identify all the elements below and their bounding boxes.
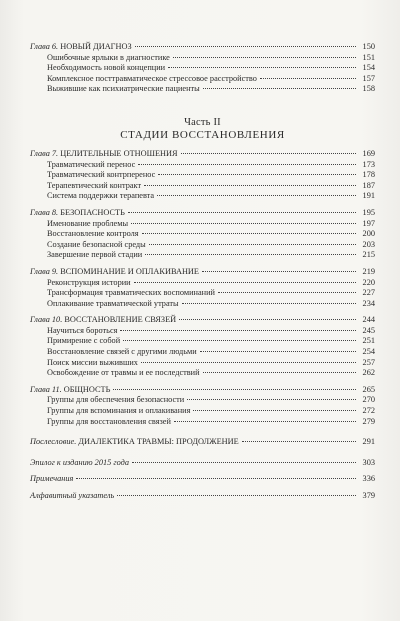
part-number: Часть II — [184, 116, 221, 128]
leader-dots — [135, 46, 356, 47]
leader-dots — [218, 292, 356, 293]
toc-epilogue — [30, 458, 375, 469]
page-number: 279 — [362, 416, 375, 426]
page-number: 254 — [362, 347, 375, 357]
leader-dots — [203, 372, 356, 373]
toc-entry — [30, 84, 375, 95]
toc-entry — [30, 417, 375, 428]
leader-dots — [144, 185, 356, 186]
page-number: 158 — [362, 84, 375, 94]
toc-entry — [30, 299, 375, 310]
page-number: 219 — [362, 266, 375, 276]
entry-title: Необходимость новой концепции — [47, 63, 166, 73]
page-number: 244 — [362, 315, 375, 325]
chapter-label: Глава 8. — [30, 207, 59, 217]
chapter-title: БЕЗОПАСНОСТЬ — [60, 207, 125, 217]
entry-title: Именование проблемы — [47, 218, 129, 228]
toc-entry — [30, 395, 375, 406]
page-number: 178 — [362, 170, 375, 180]
toc-chapter-7 — [30, 149, 375, 160]
page-number: 157 — [362, 73, 375, 83]
page-number: 187 — [362, 180, 375, 190]
toc-entry — [30, 358, 375, 369]
page-number: 220 — [362, 277, 375, 287]
toc-entry — [30, 406, 375, 417]
page-number: 272 — [362, 406, 375, 416]
toc-entry — [30, 240, 375, 251]
entry-title: Завершение первой стадии — [47, 250, 143, 260]
page-number: 251 — [362, 336, 375, 346]
page-number: 154 — [362, 63, 375, 73]
toc-entry — [30, 53, 375, 64]
leader-dots — [157, 195, 356, 196]
toc-entry — [30, 347, 375, 358]
page-number: 234 — [362, 298, 375, 308]
leader-dots — [128, 212, 356, 213]
toc-entry — [30, 63, 375, 74]
toc-entry — [30, 219, 375, 230]
page-number: 151 — [362, 52, 375, 62]
entry-title: Поиск миссии выживших — [47, 357, 138, 367]
leader-dots — [117, 495, 356, 496]
leader-dots — [193, 410, 356, 411]
leader-dots — [149, 244, 356, 245]
part-title: СТАДИИ ВОССТАНОВЛЕНИЯ — [120, 128, 285, 141]
page-number: 245 — [362, 325, 375, 335]
entry-title: Группы для восстановления связей — [47, 416, 171, 426]
page-number: 215 — [362, 250, 375, 260]
chapter-label: Глава 6. — [30, 42, 59, 51]
toc-entry — [30, 74, 375, 85]
chapter-label: Глава 9. — [30, 266, 59, 276]
toc-entry — [30, 368, 375, 379]
leader-dots — [200, 351, 356, 352]
leader-dots — [123, 340, 356, 341]
chapter-title: ЦЕЛИТЕЛЬНЫЕ ОТНОШЕНИЯ — [60, 148, 178, 158]
toc-afterword — [30, 437, 375, 448]
page-number: 227 — [362, 288, 375, 298]
entry-title: Научиться бороться — [47, 325, 118, 335]
entry-title: Примирение с собой — [47, 336, 121, 346]
chapter-title: ВСПОМИНАНИЕ И ОПЛАКИВАНИЕ — [60, 266, 199, 276]
toc-entry — [30, 170, 375, 181]
toc-entry — [30, 160, 375, 171]
toc-chapter-6 — [30, 42, 375, 53]
leader-dots — [141, 362, 356, 363]
leader-dots — [181, 153, 356, 154]
index-label: Алфавитный указатель — [30, 491, 115, 500]
entry-title: Ошибочные ярлыки в диагностике — [47, 52, 170, 62]
page-number: 265 — [362, 384, 375, 394]
leader-dots — [131, 223, 356, 224]
leader-dots — [242, 441, 356, 442]
entry-title: Группы для вспоминания и оплакивания — [47, 406, 191, 416]
toc-index — [30, 491, 375, 502]
chapter-title: ОБЩНОСТЬ — [63, 384, 111, 394]
leader-dots — [158, 174, 356, 175]
leader-dots — [182, 303, 356, 304]
part-heading — [30, 117, 375, 141]
leader-dots — [142, 233, 356, 234]
entry-title: Восстановление связей с другими людьми — [47, 347, 197, 357]
page-number: 262 — [362, 368, 375, 378]
toc-chapter-11 — [30, 385, 375, 396]
toc-chapter-9 — [30, 267, 375, 278]
leader-dots — [120, 330, 356, 331]
page-number: 191 — [362, 191, 375, 201]
entry-title: Выжившие как психиатрические пациенты — [47, 84, 200, 94]
page-number: 197 — [362, 218, 375, 228]
afterword-label: Послесловие. — [30, 437, 77, 447]
notes-label: Примечания — [30, 474, 74, 484]
leader-dots — [179, 319, 356, 320]
page-number: 200 — [362, 229, 375, 239]
toc-chapter-10 — [30, 315, 375, 326]
toc-entry — [30, 336, 375, 347]
toc-entry — [30, 288, 375, 299]
page-number: 270 — [362, 395, 375, 405]
page-number: 336 — [362, 474, 375, 484]
entry-title: Оплакивание травматической утраты — [47, 298, 179, 308]
leader-dots — [260, 78, 356, 79]
entry-title: Травматический контрперенос — [47, 170, 156, 180]
entry-title: Группы для обеспечения безопасности — [47, 395, 185, 405]
page-number: 257 — [362, 357, 375, 367]
page-number: 173 — [362, 159, 375, 169]
leader-dots — [187, 399, 356, 400]
leader-dots — [113, 389, 356, 390]
leader-dots — [134, 282, 356, 283]
entry-title: Реконструкция истории — [47, 277, 131, 287]
entry-title: Травматический перенос — [47, 159, 136, 169]
chapter-label: Глава 11. — [30, 384, 62, 394]
leader-dots — [173, 57, 356, 58]
epilogue-label: Эпилог к изданию 2015 года — [30, 457, 129, 467]
table-of-contents — [30, 42, 375, 502]
toc-chapter-8 — [30, 208, 375, 219]
toc-entry — [30, 191, 375, 202]
entry-title: Система поддержки терапевта — [47, 191, 155, 201]
toc-notes — [30, 474, 375, 485]
page-number: 195 — [362, 207, 375, 217]
chapter-title: ВОССТАНОВЛЕНИЕ СВЯЗЕЙ — [64, 315, 177, 325]
page-number: 291 — [362, 437, 375, 447]
leader-dots — [203, 88, 356, 89]
afterword-title: ДИАЛЕКТИКА ТРАВМЫ: ПРОДОЛЖЕНИЕ — [78, 437, 239, 447]
chapter-label: Глава 10. — [30, 315, 63, 325]
entry-title: Создание безопасной среды — [47, 239, 146, 249]
page-number: 203 — [362, 239, 375, 249]
leader-dots — [76, 478, 356, 479]
toc-entry — [30, 229, 375, 240]
chapter-title: НОВЫЙ ДИАГНОЗ — [60, 42, 132, 51]
toc-entry — [30, 278, 375, 289]
page-number: 169 — [362, 148, 375, 158]
entry-title: Комплексное посттравматическое стрессовое расстройство — [47, 73, 257, 83]
toc-entry — [30, 181, 375, 192]
entry-title: Терапевтический контракт — [47, 180, 142, 190]
leader-dots — [202, 271, 356, 272]
entry-title: Трансформация травматических воспоминаний — [47, 288, 215, 298]
page-number: 150 — [362, 42, 375, 51]
entry-title: Восстановление контроля — [47, 229, 139, 239]
leader-dots — [138, 164, 356, 165]
toc-entry — [30, 326, 375, 337]
toc-entry — [30, 250, 375, 261]
leader-dots — [168, 67, 356, 68]
leader-dots — [174, 421, 356, 422]
chapter-label: Глава 7. — [30, 148, 59, 158]
entry-title: Освобождение от травмы и ее последствий — [47, 368, 200, 378]
page-number: 303 — [362, 457, 375, 467]
page-number: 379 — [362, 491, 375, 500]
leader-dots — [145, 254, 356, 255]
leader-dots — [132, 462, 356, 463]
